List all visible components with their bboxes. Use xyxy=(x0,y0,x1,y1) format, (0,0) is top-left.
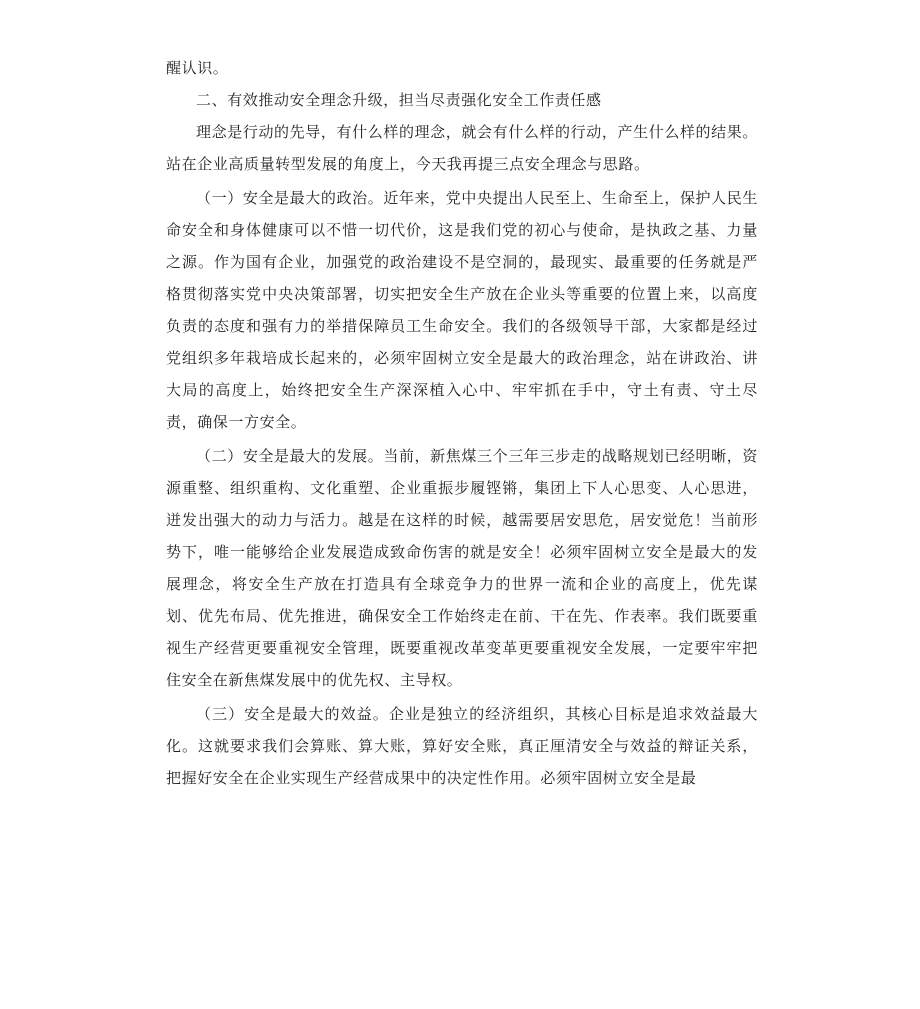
paragraph-politics: （一）安全是最大的政治。近年来，党中央提出人民至上、生命至上，保护人民生命安全和身体健康可以不惜一切代价，这是我们党的初心与使命，是执政之基、力量之源。作为国有企业，加强党的政治建设不是空洞的，最现实、最重要的任务就是严格贯彻落实党中央决策部署，切实把安全生产放在企业头等重要的位置上来，以高度负责的态度和强有力的举措保障员工生命安全。我们的各级领导干部，大家都是经过党组织多年栽培成长起来的，必须牢固树立安全是最大的政治理念，站在讲政治、讲大局的高度上，始终把安全生产深深植入心中、牢牢抓在手中，守土有责、守土尽责，确保一方安全。 xyxy=(166,189,758,431)
document-body xyxy=(166,52,758,794)
paragraph-continuation: 醒认识。 xyxy=(166,59,229,77)
paragraph-benefit: （三）安全是最大的效益。企业是独立的经济组织，其核心目标是追求效益最大化。这就要求我们会算账、算大账，算好安全账，真正厘清安全与效益的辩证关系，把握好安全在企业实现生产经营成果中的决定性作用。必须牢固树立安全是最 xyxy=(166,705,758,787)
paragraph-intro: 理念是行动的先导，有什么样的理念，就会有什么样的行动，产生什么样的结果。站在企业高质量转型发展的角度上，今天我再提三点安全理念与思路。 xyxy=(166,123,758,173)
paragraph-development: （二）安全是最大的发展。当前，新焦煤三个三年三步走的战略规划已经明晰，资源重整、组织重构、文化重塑、企业重振步履铿锵，集团上下人心思变、人心思进，迸发出强大的动力与活力。越是在这样的时候，越需要居安思危，居安觉危！当前形势下，唯一能够给企业发展造成致命伤害的就是安全！必须牢固树立安全是最大的发展理念，将安全生产放在打造具有全球竞争力的世界一流和企业的高度上，优先谋划、优先布局、优先推进，确保安全工作始终走在前、干在先、作表率。我们既要重视生产经营更要重视安全管理，既要重视改革变革更要重视安全发展，一定要牢牢把住安全在新焦煤发展中的优先权、主导权。 xyxy=(166,447,758,689)
section-heading: 二、有效推动安全理念升级，担当尽责强化安全工作责任感 xyxy=(196,91,602,109)
